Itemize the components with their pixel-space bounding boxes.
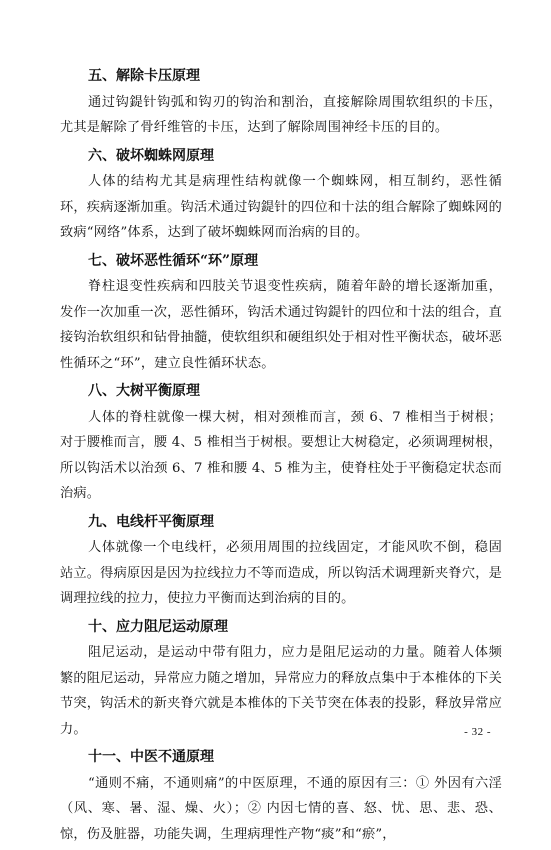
section-paragraph: 人体的结构尤其是病理性结构就像一个蜘蛛网，相互制约，恶性循环，疾病逐渐加重。钩活术通过钩鍉针的四位和十法的组合解除了蜘蛛网的致病“网络”体系，达到了破坏蜘蛛网而治病的目的。 [60,174,502,240]
page-number: - 32 - [464,726,491,738]
section-paragraph: 脊柱退变性疾病和四肢关节退变性疾病，随着年龄的增长逐渐加重，发作一次加重一次，恶性循环，钩活术通过钩鍉针的四位和十法的组合，直接钩治软组织和钻骨抽髓，使软组织和硬组织处于相对性平衡状态，破坏恶性循环之“环”，建立良性循环状态。 [60,279,502,371]
section-8 [60,379,502,507]
section-paragraph: “通则不痛，不通则痛”的中医原理，不通的原因有三：① 外因有六淫（风、寒、暑、湿、燥、火）；② 内因七情的喜、怒、忧、思、悲、恐、惊，伤及脏器，功能失调，生理病理性产物“痰”和“瘀”， [60,775,502,842]
section-7 [60,249,502,377]
section-heading: 七、破坏恶性循环“环”原理 [88,252,259,269]
section-heading: 十、应力阻尼运动原理 [88,618,228,635]
section-paragraph: 人体的脊柱就像一棵大树，相对颈椎而言，颈 6、7 椎相当于树根；对于腰椎而言，腰 4、5 椎相当于树根。要想让大树稳定，必须调理树根，所以钩活术以治颈 6、7 椎和腰 4、5 椎为主，使脊柱处于平衡稳定状态而治病。 [60,409,502,501]
section-11 [60,745,502,847]
section-heading: 五、解除卡压原理 [88,68,200,84]
section-heading: 八、大树平衡原理 [88,383,200,399]
section-heading: 十一、中医不通原理 [88,749,214,765]
section-paragraph: 阻尼运动，是运动中带有阻力，应力是阻尼运动的力量。随着人体频繁的阻尼运动，异常应力随之增加，异常应力的释放点集中于本椎体的下关节突，钩活术的新夹脊穴就是本椎体的下关节突在体表的投影，释放异常应力。 [60,645,502,737]
section-heading: 六、破坏蜘蛛网原理 [88,147,214,164]
section-6 [60,144,502,246]
section-heading: 九、电线杆平衡原理 [88,513,214,530]
section-paragraph: 人体就像一个电线杆，必须用周围的拉线固定，才能风吹不倒，稳固站立。得病原因是因为拉线拉力不等而造成，所以钩活术调理新夹脊穴，是调理拉线的拉力，使拉力平衡而达到治病的目的。 [60,540,502,606]
section-5 [60,64,502,141]
section-10 [60,615,502,743]
section-9 [60,510,502,612]
document-page [60,64,502,850]
section-paragraph: 通过钩鍉针钩弧和钩刃的钩治和割治，直接解除周围软组织的卡压，尤其是解除了骨纤维管的卡压，达到了解除周围神经卡压的目的。 [60,94,502,135]
